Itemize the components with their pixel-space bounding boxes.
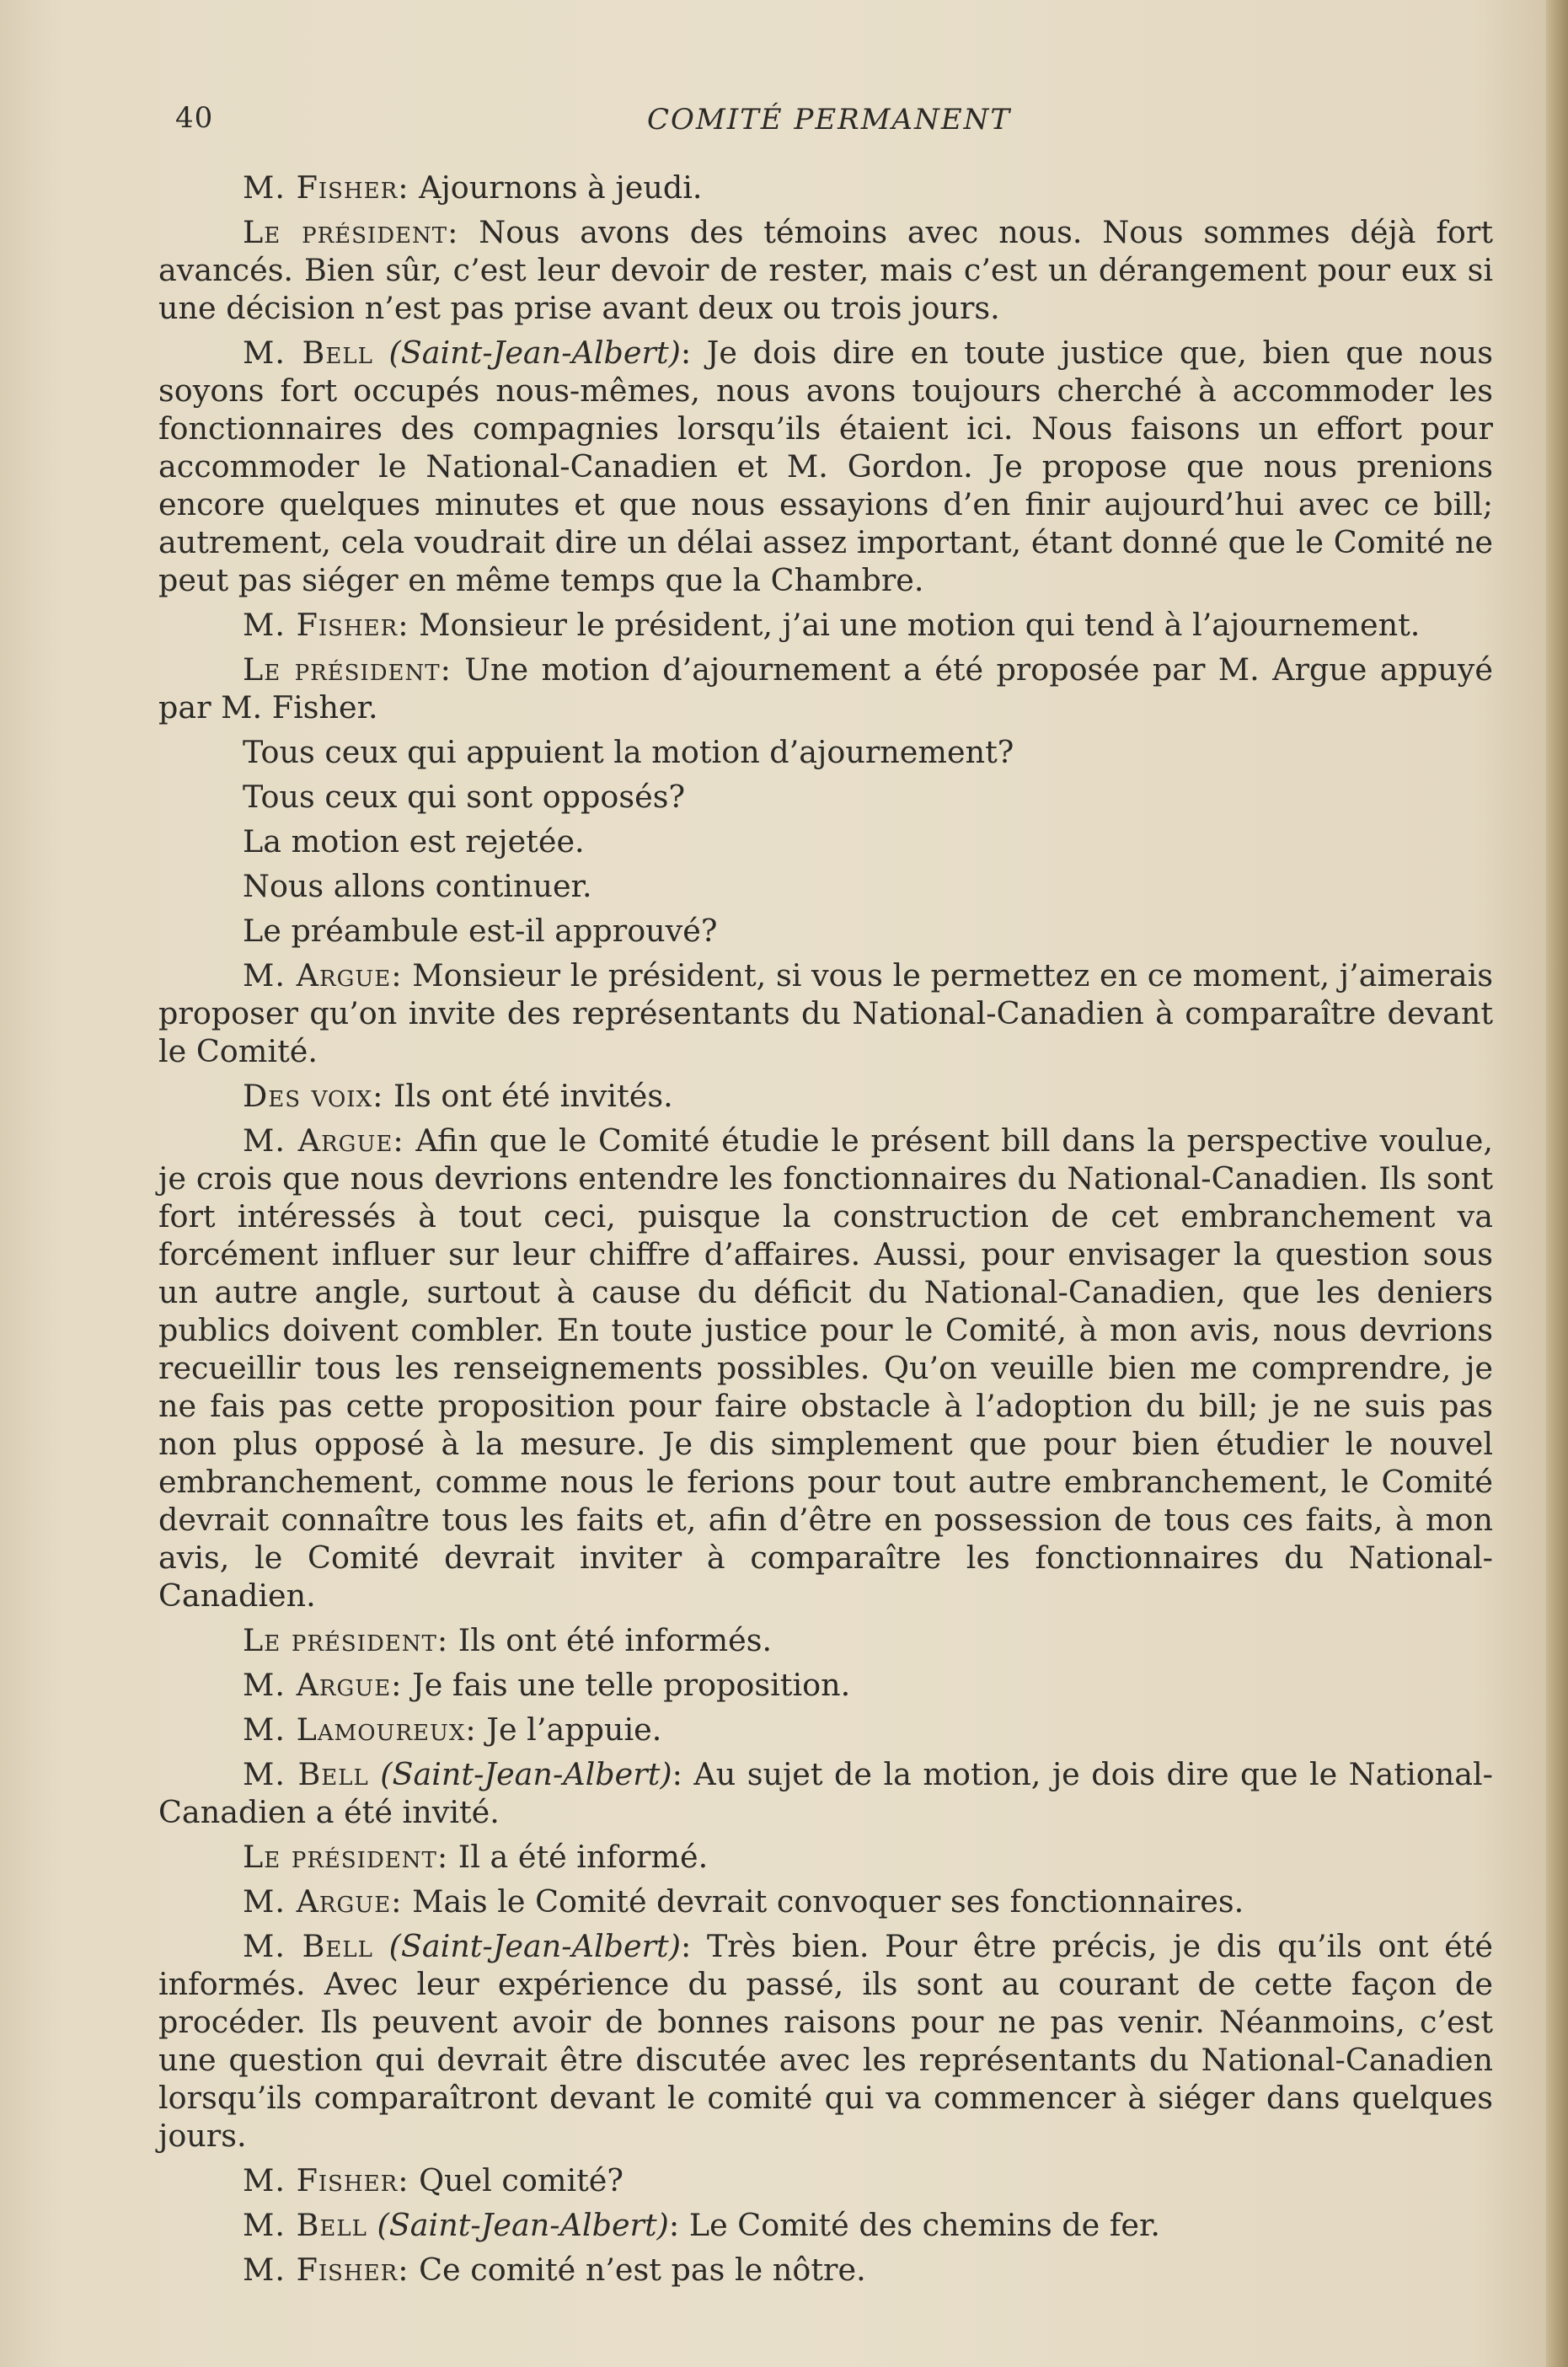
paragraph-text: Une motion d’ajournement a été proposée par M. Argue appuyé par M. Fisher. <box>158 651 1493 726</box>
speaker-riding: (Saint-Jean-Albert) <box>377 2207 669 2243</box>
transcript-paragraph <box>158 956 1493 1070</box>
book-spine-shadow <box>1546 0 1568 2367</box>
speaker-name: M. Argue: <box>243 957 403 993</box>
speaker-name: M. Argue: <box>243 1122 404 1159</box>
paragraph-text: Je dois dire en toute justice que, bien que nous soyons fort occupés nous-mêmes, nous avons toujours cherché à accommoder les fonctionnaires des compagnies lorsqu’ils étaient ici. Nous faisons un effort pour accommoder le National-Canadien et M. Gordon. Je propose que nous prenions encore quelques minutes et que nous essayions d’en finir aujourd’hui avec ce bill; autrement, cela voudrait dire un délai assez important, étant donné que le Comité ne peut pas siéger en même temps que la Chambre. <box>158 335 1494 598</box>
speaker-name: Des voix: <box>243 1078 384 1114</box>
paragraph-text: Monsieur le président, j’ai une motion qui tend à l’ajournement. <box>419 607 1421 643</box>
transcript-paragraph <box>158 1927 1493 2155</box>
transcript-paragraph <box>158 1882 1493 1920</box>
speaker-name: Le président: <box>243 1622 449 1658</box>
paragraph-text: Ce comité n’est pas le nôtre. <box>419 2252 866 2288</box>
speaker-name: M. Argue: <box>243 1883 403 1920</box>
speaker-riding: (Saint-Jean-Albert) <box>380 1756 672 1792</box>
speaker-name: Le président: <box>243 651 452 688</box>
paragraph-text: Le Comité des chemins de fer. <box>688 2207 1161 2243</box>
paragraph-text: Au sujet de la motion, je dois dire que le National-Canadien a été invité. <box>158 1756 1493 1830</box>
speaker-name: M. Bell <box>243 2207 367 2243</box>
transcript-paragraph <box>158 1122 1493 1615</box>
speaker-colon: : <box>668 2207 680 2243</box>
running-title: COMITÉ PERMANENT <box>647 103 1012 137</box>
transcript-paragraph <box>158 2251 1493 2289</box>
paragraph-text: Je l’appuie. <box>486 1711 662 1748</box>
paragraph-text: Tous ceux qui appuient la motion d’ajournement? <box>243 734 1014 770</box>
speaker-name: Le président: <box>243 1839 449 1875</box>
paragraph-text: Tous ceux qui sont opposés? <box>243 779 686 815</box>
speaker-name: M. Lamoureux: <box>243 1711 477 1748</box>
speaker-name: Le président: <box>243 214 459 250</box>
transcript-paragraph <box>158 1077 1493 1115</box>
speaker-name: M. Fisher: <box>243 2252 409 2288</box>
paragraph-text: Monsieur le président, si vous le permettez en ce moment, j’aimerais proposer qu’on invite des représentants du National-Canadien à comparaître devant le Comité. <box>158 957 1493 1069</box>
paragraph-text: Nous avons des témoins avec nous. Nous sommes déjà fort avancés. Bien sûr, c’est leur devoir de rester, mais c’est un dérangement pour eux si une décision n’est pas prise avant deux ou trois jours. <box>158 214 1493 326</box>
transcript-paragraph <box>158 778 1493 816</box>
speaker-colon: : <box>680 1928 692 1964</box>
speaker-name: M. Bell <box>243 1756 369 1792</box>
speaker-name: M. Fisher: <box>243 169 409 206</box>
speaker-colon: : <box>672 1756 682 1792</box>
transcript-paragraph <box>158 606 1493 644</box>
paragraph-text: Nous allons continuer. <box>243 868 592 904</box>
transcript-paragraph <box>158 2161 1493 2199</box>
transcript-paragraph <box>158 1838 1493 1876</box>
speaker-name: M. Bell <box>243 335 373 371</box>
paragraph-text: Je fais une telle proposition. <box>412 1667 851 1703</box>
paragraph-text: Ajournons à jeudi. <box>419 169 703 206</box>
paragraph-text: Quel comité? <box>419 2162 623 2198</box>
transcript-body <box>158 169 1493 2295</box>
transcript-paragraph <box>158 822 1493 860</box>
transcript-paragraph <box>158 1755 1493 1831</box>
paragraph-text: Mais le Comité devrait convoquer ses fonctionnaires. <box>412 1883 1244 1920</box>
speaker-riding: (Saint-Jean-Albert) <box>388 1928 681 1964</box>
paragraph-text: Très bien. Pour être précis, je dis qu’ils ont été informés. Avec leur expérience du passé, ils sont au courant de cette façon de procéder. Ils peuvent avoir de bonnes raisons pour ne pas venir. Néanmoins, c’est une question qui devrait être discutée avec les représentants du National-Canadien lorsqu’ils comparaîtront devant le comité qui va commencer à siéger dans quelques jours. <box>158 1928 1493 2154</box>
speaker-name: M. Fisher: <box>243 607 409 643</box>
speaker-riding: (Saint-Jean-Albert) <box>388 335 681 371</box>
speaker-name: M. Argue: <box>243 1667 403 1703</box>
speaker-name: M. Bell <box>243 1928 373 1964</box>
transcript-paragraph <box>158 912 1493 950</box>
transcript-paragraph <box>158 1666 1493 1704</box>
transcript-paragraph <box>158 867 1493 905</box>
transcript-paragraph <box>158 334 1493 599</box>
transcript-paragraph <box>158 1711 1493 1748</box>
transcript-paragraph <box>158 651 1493 726</box>
transcript-paragraph <box>158 1621 1493 1659</box>
paragraph-text: Ils ont été informés. <box>458 1622 773 1658</box>
paragraph-text: Il a été informé. <box>458 1839 709 1875</box>
transcript-paragraph <box>158 169 1493 206</box>
page-number: 40 <box>175 101 214 135</box>
transcript-paragraph <box>158 213 1493 327</box>
speaker-name: M. Fisher: <box>243 2162 409 2198</box>
paragraph-text: La motion est rejetée. <box>243 823 585 860</box>
transcript-paragraph <box>158 733 1493 771</box>
paragraph-text: Le préambule est-il approuvé? <box>243 913 718 949</box>
paragraph-text: Ils ont été invités. <box>393 1078 673 1114</box>
paragraph-text: Afin que le Comité étudie le présent bill dans la perspective voulue, je crois que nous devrions entendre les fonctionnaires du National-Canadien. Ils sont fort intéressés à tout ceci, puisque la construction de cet embranchement va forcément influer sur leur chiffre d’affaires. Aussi, pour envisager la question sous un autre angle, surtout à cause du déficit du National-Canadien, que les deniers publics doivent combler. En toute justice pour le Comité, à mon avis, nous devrions recueillir tous les renseignements possibles. Qu’on veuille bien me comprendre, je ne fais pas cette proposition pour faire obstacle à l’adoption du bill; je ne suis pas non plus opposé à la mesure. Je dis simplement que pour bien étudier le nouvel embranchement, comme nous le ferions pour tout autre embranchement, le Comité devrait connaître tous les faits et, afin d’être en possession de tous ces faits, à mon avis, le Comité devrait inviter à comparaître les fonctionnaires du National-Canadien. <box>158 1122 1493 1614</box>
page-header <box>175 94 1498 145</box>
speaker-colon: : <box>680 335 692 371</box>
transcript-paragraph <box>158 2206 1493 2244</box>
